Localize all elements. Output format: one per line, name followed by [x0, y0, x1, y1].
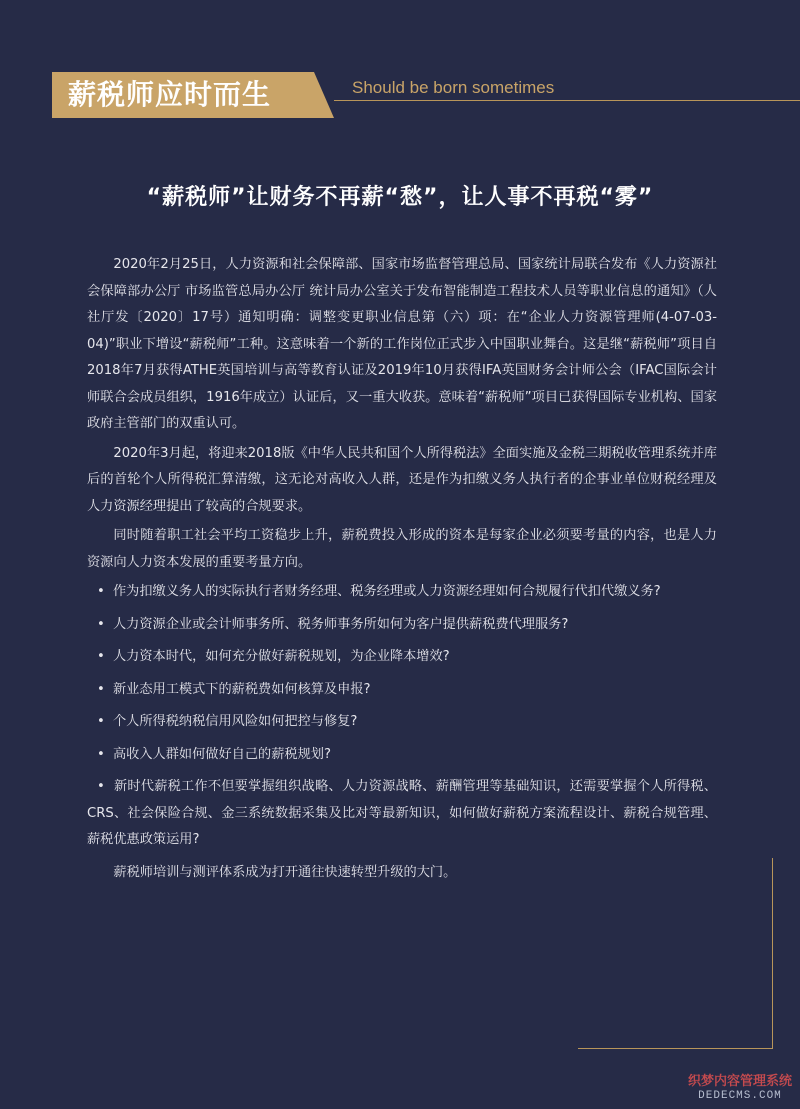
- bullet-icon: •: [97, 584, 105, 599]
- list-item: • 新时代薪税工作不但要掌握组织战略、人力资源战略、薪酬管理等基础知识，还需要掌握个人所得税、CRS、社会保险合规、金三系统数据采集及比对等最新知识，如何做好薪税方案流程设计、薪税合规管理、薪税优惠政策运用?: [87, 779, 717, 847]
- watermark-domain: DEDECMS.COM: [698, 1090, 782, 1102]
- watermark-text: 织梦内容管理系统: [687, 1074, 792, 1089]
- paragraph-3: 同时随着职工社会平均工资稳步上升，薪税费投入形成的资本是每家企业必须要考量的内容，也是人力资源向人力资本发展的重要考量方向。: [87, 528, 717, 570]
- bullet-icon: •: [97, 746, 105, 762]
- list-item: • 人力资源企业或会计师事务所、税务师事务所如何为客户提供薪税费代理服务?: [87, 612, 717, 639]
- corner-decoration-horizontal: [578, 1048, 773, 1049]
- section-title: 薪税师应时而生: [68, 78, 272, 111]
- bullet-icon: •: [97, 649, 105, 664]
- paragraph-2: 2020年3月起，将迎来2018版《中华人民共和国个人所得税法》全面实施及金税三期税收管理系统并库后的首轮个人所得税汇算清缴，这无论对高收入人群，还是作为扣缴义务人执行者的企事业单位财税经理及人力资源经理提出了较高的合规要求。: [87, 445, 717, 514]
- article-title: “薪税师”让财务不再薪“愁”，让人事不再税“雾”: [146, 185, 654, 210]
- list-item: • 高收入人群如何做好自己的薪税规划?: [87, 742, 717, 769]
- list-item: • 新业态用工模式下的薪税费如何核算及申报?: [87, 677, 717, 704]
- bullet-icon: •: [97, 616, 105, 632]
- paragraph-1: 2020年2月25日，人力资源和社会保障部、国家市场监督管理总局、国家统计局联合发布《人力资源社会保障部办公厅 市场监管总局办公厅 统计局办公室关于发布智能制造工程技术人员等职业信息的通知》（人社厅发〔2020〕17号）通知明确：调整变更职业信息第（六）项：在“企业人力资源管理师(4-07-03-04)”职业下增设“薪税师”工种。这意味着一个新的工作岗位正式步入中国职业舞台。这是继“薪税师”项目自2018年7月获得ATHE英国培训与高等教育认证及2019年10月获得IFA英国财务会计师公会（IFAC国际会计师联合会成员组织，1916年成立）认证后，又一重大收获。意味着“薪税师”项目已获得国际专业机构、国家政府主管部门的双重认可。: [87, 257, 717, 431]
- list-item: • 个人所得税纳税信用风险如何把控与修复?: [87, 709, 717, 736]
- article-body: [87, 252, 717, 889]
- list-item: • 作为扣缴义务人的实际执行者财务经理、税务经理或人力资源经理如何合规履行代扣代缴义务?: [87, 579, 717, 606]
- question-list: [87, 579, 717, 854]
- section-header-band: [52, 72, 334, 118]
- section-subtitle: Should be born sometimes: [352, 78, 555, 97]
- bullet-icon: •: [97, 714, 105, 729]
- list-item: • 人力资本时代，如何充分做好薪税规划，为企业降本增效?: [87, 644, 717, 671]
- bullet-icon: •: [97, 779, 105, 794]
- closing-paragraph: 薪税师培训与测评体系成为打开通往快速转型升级的大门。: [113, 864, 457, 880]
- site-watermark: [688, 1075, 792, 1103]
- bullet-icon: •: [97, 681, 105, 697]
- header-divider-line: [334, 100, 800, 101]
- corner-decoration-vertical: [772, 858, 773, 1048]
